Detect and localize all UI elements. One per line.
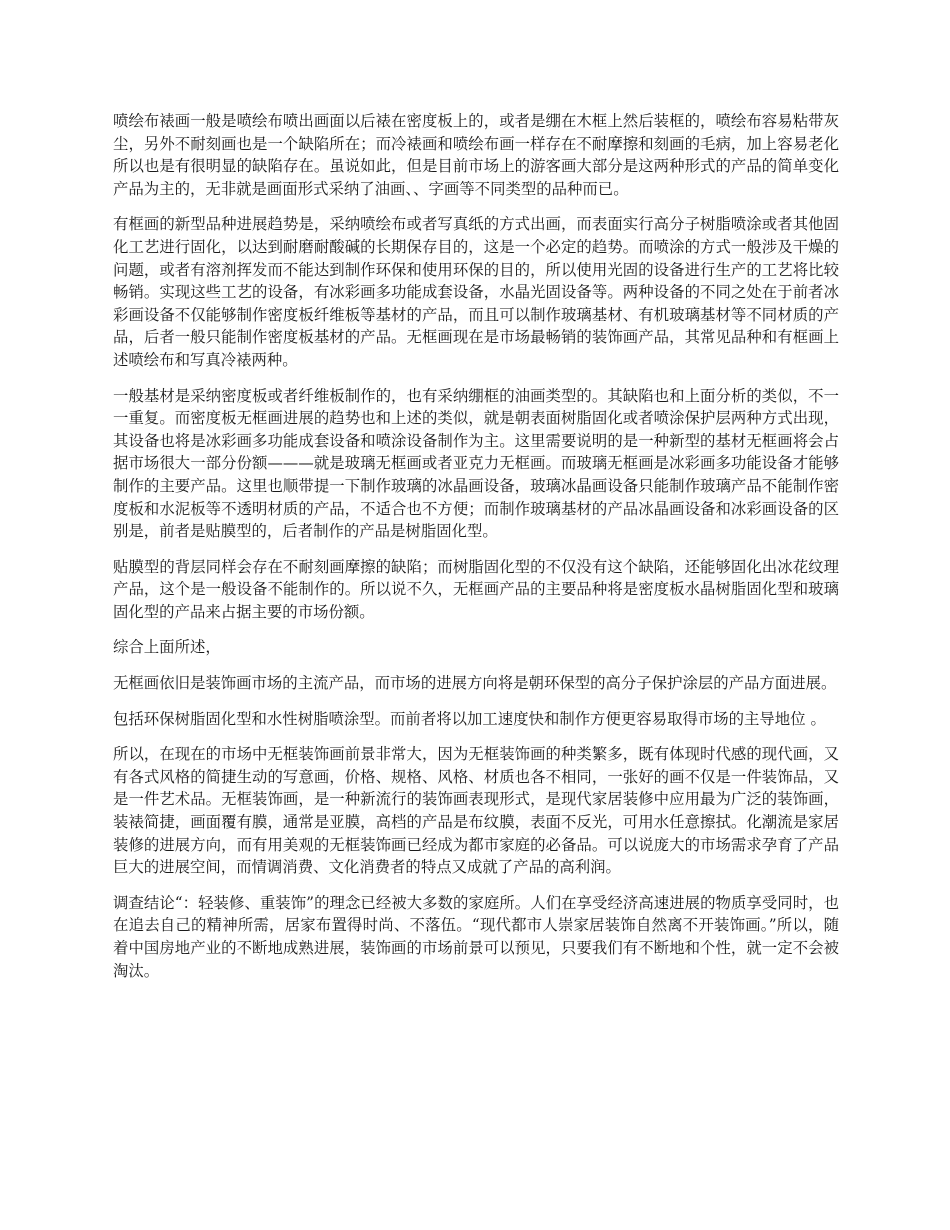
paragraph-1: 喷绘布裱画一般是喷绘布喷出画面以后裱在密度板上的，或者是绷在木框上然后装框的，喷绘布容易粘带灰尘，另外不耐刻画也是一个缺陷所在；而冷裱画和喷绘布画一样存在不耐摩擦和刻画的毛病，加上容易老化所以也是有很明显的缺陷存在。虽说如此，但是目前市场上的游客画大部分是这两种形式的产品的简单变化产品为主的，无非就是画面形式采纳了油画、、字画等不同类型的品种而已。 <box>113 112 839 198</box>
document-body <box>113 110 839 995</box>
paragraph-3: 一般基材是采纳密度板或者纤维板制作的，也有采纳绷框的油画类型的。其缺陷也和上面分析的类似，不一 一重复。而密度板无框画进展的趋势也和上述的类似，就是朝表面树脂固化或者喷涂保护层两种方式出现，其设备也将是冰彩画多功能成套设备和喷涂设备制作为主。这里需要说明的是一种新型的基材无框画将会占据市场很大一部分份额———就是玻璃无框画或者亚克力无框画。而玻璃无框画是冰彩画多功能设备才能够制作的主要产品。这里也顺带提一下制作玻璃的冰晶画设备，玻璃冰晶画设备只能制作玻璃产品不能制作密度板和水泥板等不透明材质的产品，不适合也不方便；而制作玻璃基材的产品冰晶画设备和冰彩画设备的区别是，前者是贴膜型的，后者制作的产品是树脂固化型。 <box>113 386 839 541</box>
paragraph-5: 综合上面所述， <box>113 638 221 657</box>
paragraph-7: 包括环保树脂固化型和水性树脂喷涂型。而前者将以加工速度快和制作方便更容易取得市场的主导地位 。 <box>113 709 826 728</box>
paragraph-4: 贴膜型的背层同样会存在不耐刻画摩擦的缺陷；而树脂固化型的不仅没有这个缺陷，还能够固化出冰花纹理产品，这个是一般设备不能制作的。所以说不久，无框画产品的主要品种将是密度板水晶树脂固化型和玻璃固化型的产品来占据主要的市场份额。 <box>113 557 839 621</box>
paragraph-6: 无框画依旧是装饰画市场的主流产品，而市场的进展方向将是朝环保型的高分子保护涂层的产品方面进展。 <box>113 674 837 693</box>
paragraph-2: 有框画的新型品种进展趋势是，采纳喷绘布或者写真纸的方式出画，而表面实行高分子树脂喷涂或者其他固化工艺进行固化，以达到耐磨耐酸碱的长期保存目的，这是一个必定的趋势。而喷涂的方式一般涉及干燥的问题，或者有溶剂挥发而不能达到制作环保和使用环保的目的，所以使用光固的设备进行生产的工艺将比较畅销。实现这些工艺的设备，有冰彩画多功能成套设备，水晶光固设备等。两种设备的不同之处在于前者冰彩画设备不仅能够制作密度板纤维板等基材的产品，而且可以制作玻璃基材、有机玻璃基材等不同材质的产品，后者一般只能制作密度板基材的产品。无框画现在是市场最畅销的装饰画产品，其常见品种和有框画上述喷绘布和写真冷裱两种。 <box>113 215 839 369</box>
paragraph-9: 调查结论“：轻装修、重装饰”的理念已经被大多数的家庭所。人们在享受经济高速进展的物质享受同时，也在追去自己的精神所需，居家布置得时尚、不落伍。“现代都市人崇家居装饰自然离不开装饰画。”所以，随着中国房地产业的不断地成熟进展，装饰画的市场前景可以预见，只要我们有不断地和个性，就一定不会被淘汰。 <box>113 893 839 980</box>
paragraph-8: 所以，在现在的市场中无框装饰画前景非常大，因为无框装饰画的种类繁多，既有体现时代感的现代画，又有各式风格的简捷生动的写意画，价格、规格、风格、材质也各不相同，一张好的画不仅是一件装饰品，又是一件艺术品。无框装饰画，是一种新流行的装饰画表现形式，是现代家居装修中应用最为广泛的装饰画，装裱简捷，画面覆有膜，通常是亚膜，高档的产品是布纹膜，表面不反光，可用水任意擦拭。化潮流是家居装修的进展方向，而有用美观的无框装饰画已经成为都市家庭的必备品。可以说庞大的市场需求孕育了产品巨大的进展空间，而情调消费、文化消费者的特点又成就了产品的高利润。 <box>113 745 839 877</box>
